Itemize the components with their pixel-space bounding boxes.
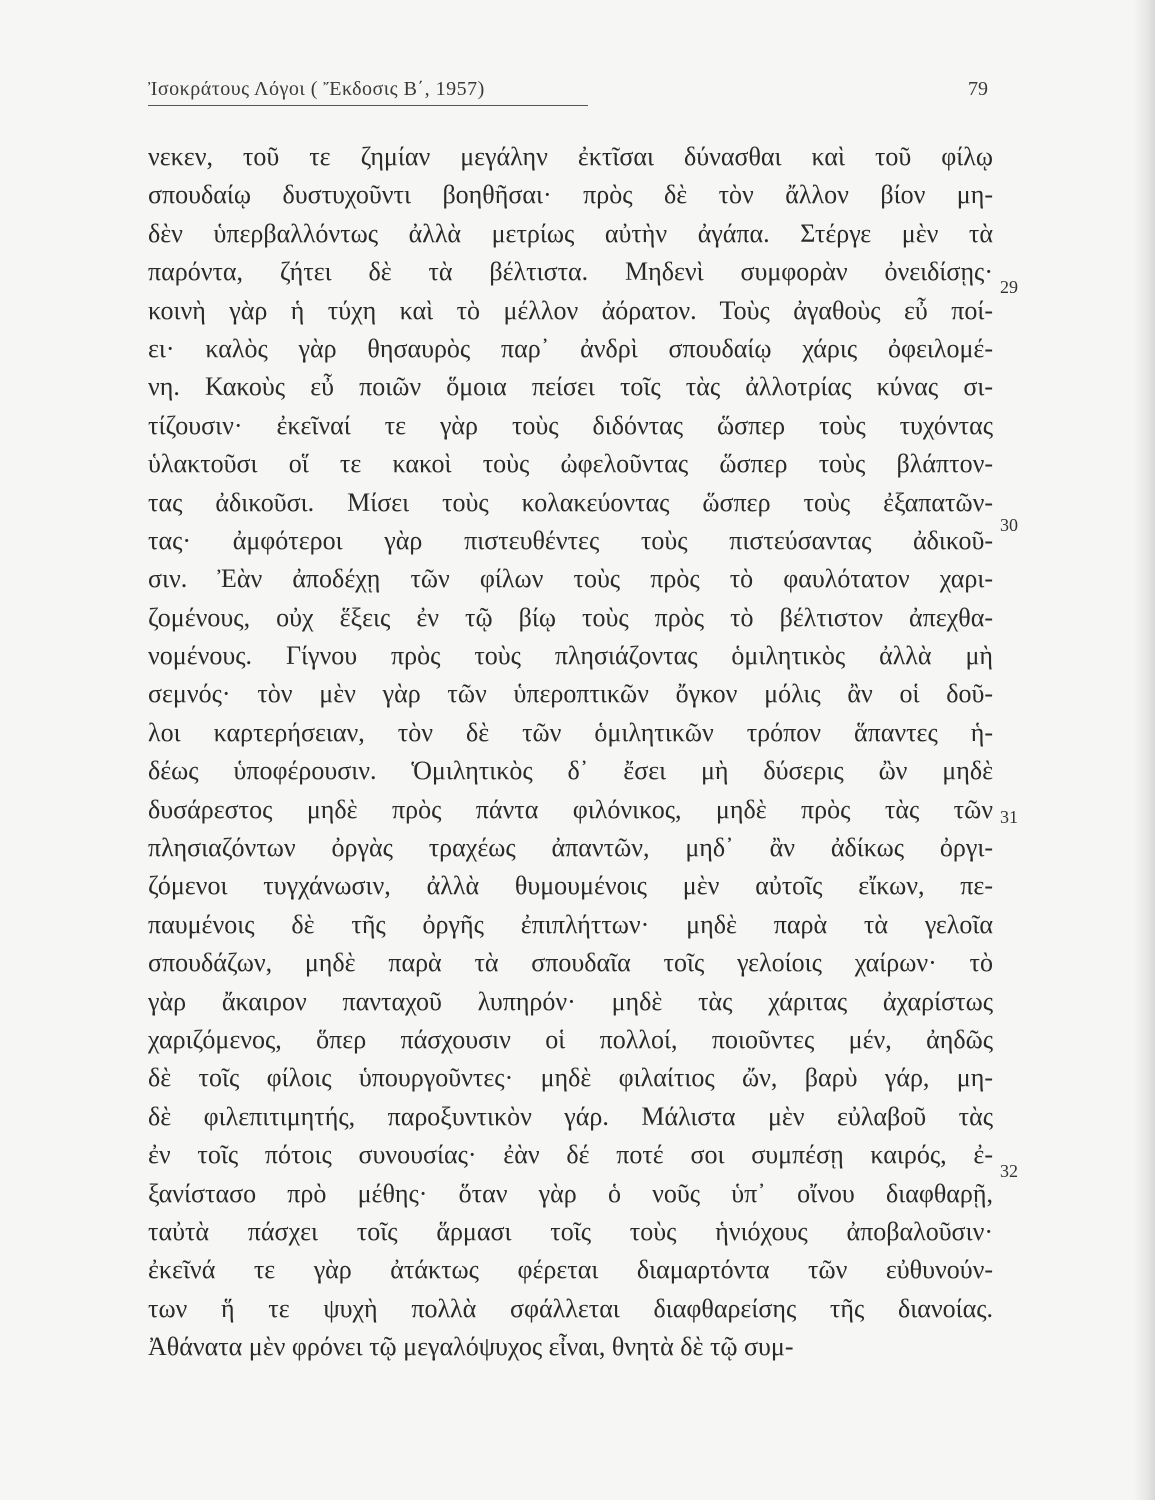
page-number: 79: [968, 78, 988, 100]
text-line: των ἥ τε ψυχὴ πολλὰ σφάλλεται διαφθαρείσης τῆς διανοίας.: [148, 1293, 993, 1323]
text-line: Ἀθάνατα μὲν φρόνει τῷ μεγαλόψυχος εἶναι, θνητὰ δὲ τῷ συμ-: [148, 1332, 794, 1362]
text-line: κοινὴ γὰρ ἡ τύχη καὶ τὸ μέλλον ἀόρατον. Τοὺς ἀγαθοὺς εὖ ποί-: [148, 295, 993, 325]
body-text: [148, 138, 993, 1367]
text-line: πλησιαζόντων ὀργὰς τραχέως ἀπαντῶν, μηδ᾿ ἂν ἀδίκως ὀργι-: [148, 833, 993, 863]
text-line: δέως ὑποφέρουσιν. Ὁμιλητικὸς δ᾿ ἔσει μὴ δύσερις ὢν μηδὲ: [148, 756, 993, 786]
text-line: νομένους. Γίγνου πρὸς τοὺς πλησιάζοντας ὁμιλητικὸς ἀλλὰ μὴ: [148, 641, 993, 671]
text-line: δὲν ὑπερβαλλόντως ἀλλὰ μετρίως αὐτὴν ἀγάπα. Στέργε μὲν τὰ: [148, 218, 993, 248]
text-line: δὲ τοῖς φίλοις ὑπουργοῦντες· μηδὲ φιλαίτιος ὤν, βαρὺ γάρ, μη-: [148, 1063, 993, 1093]
text-line: ξανίστασο πρὸ μέθης· ὅταν γὰρ ὁ νοῦς ὑπ᾿ οἴνου διαφθαρῇ,: [148, 1178, 993, 1208]
text-line: νη. Κακοὺς εὖ ποιῶν ὅμοια πείσει τοῖς τὰς ἀλλοτρίας κύνας σι-: [148, 372, 993, 402]
header-rule: [148, 105, 588, 106]
section-number: 32: [1000, 1161, 1018, 1181]
text-line: τίζουσιν· ἐκεῖναί τε γὰρ τοὺς διδόντας ὥσπερ τοὺς τυχόντας: [148, 410, 993, 440]
running-head-title: Ἰσοκράτους Λόγοι ( Ἔκδοσις Β΄, 1957): [148, 78, 485, 100]
text-line: ἐν τοῖς πότοις συνουσίας· ἐὰν δέ ποτέ σοι συμπέσῃ καιρός, ἐ-: [148, 1140, 993, 1170]
text-line: παρόντα, ζήτει δὲ τὰ βέλτιστα. Μηδενὶ συμφορὰν ὀνειδίσῃς·: [148, 257, 993, 287]
text-line: χαριζόμενος, ὅπερ πάσχουσιν οἱ πολλοί, ποιοῦντες μέν, ἀηδῶς: [148, 1024, 993, 1054]
text-line: παυμένοις δὲ τῆς ὀργῆς ἐπιπλήττων· μηδὲ παρὰ τὰ γελοῖα: [148, 909, 993, 939]
text-line: ἐκεῖνά τε γὰρ ἀτάκτως φέρεται διαμαρτόντα τῶν εὐθυνούν-: [148, 1255, 993, 1285]
text-line: σιν. Ἐὰν ἀποδέχῃ τῶν φίλων τοὺς πρὸς τὸ φαυλότατον χαρι-: [148, 564, 993, 594]
text-line: γὰρ ἄκαιρον πανταχοῦ λυπηρόν· μηδὲ τὰς χάριτας ἀχαρίστως: [148, 986, 993, 1016]
text-line: ζόμενοι τυγχάνωσιν, ἀλλὰ θυμουμένοις μὲν αὐτοῖς εἴκων, πε-: [148, 871, 993, 901]
text-line: ζομένους, οὐχ ἕξεις ἐν τῷ βίῳ τοὺς πρὸς τὸ βέλτιστον ἀπεχθα-: [148, 602, 993, 632]
text-line: ει· καλὸς γὰρ θησαυρὸς παρ᾿ ἀνδρὶ σπουδαίῳ χάρις ὀφειλομέ-: [148, 333, 993, 363]
text-line: ὑλακτοῦσι οἵ τε κακοὶ τοὺς ὠφελοῦντας ὥσπερ τοὺς βλάπτον-: [148, 449, 993, 479]
text-line: λοι καρτερήσειαν, τὸν δὲ τῶν ὁμιλητικῶν τρόπον ἅπαντες ἡ-: [148, 717, 993, 747]
section-number: 30: [1000, 515, 1018, 535]
text-line: σπουδάζων, μηδὲ παρὰ τὰ σπουδαῖα τοῖς γελοίοις χαίρων· τὸ: [148, 948, 993, 978]
text-line: τας· ἀμφότεροι γὰρ πιστευθέντες τοὺς πιστεύσαντας ἀδικοῦ-: [148, 525, 993, 555]
text-line: τας ἀδικοῦσι. Μίσει τοὺς κολακεύοντας ὥσπερ τοὺς ἐξαπατῶν-: [148, 487, 993, 517]
section-number: 29: [1000, 277, 1018, 297]
text-line: σεμνός· τὸν μὲν γὰρ τῶν ὑπεροπτικῶν ὄγκον μόλις ἂν οἱ δοῦ-: [148, 679, 993, 709]
text-line: σπουδαίῳ δυστυχοῦντι βοηθῆσαι· πρὸς δὲ τὸν ἄλλον βίον μη-: [148, 180, 993, 210]
text-line: δὲ φιλεπιτιμητής, παροξυντικὸν γάρ. Μάλιστα μὲν εὐλαβοῦ τὰς: [148, 1101, 993, 1131]
section-number: 31: [1000, 807, 1018, 827]
text-line: νεκεν, τοῦ τε ζημίαν μεγάλην ἐκτῖσαι δύνασθαι καὶ τοῦ φίλῳ: [148, 142, 993, 171]
running-head: [148, 78, 988, 108]
text-line: δυσάρεστος μηδὲ πρὸς πάντα φιλόνικος, μηδὲ πρὸς τὰς τῶν: [148, 794, 993, 824]
text-line: ταὐτὰ πάσχει τοῖς ἅρμασι τοῖς τοὺς ἡνιόχους ἀποβαλοῦσιν·: [148, 1216, 993, 1246]
page-edge-shadow: [1133, 0, 1155, 1500]
